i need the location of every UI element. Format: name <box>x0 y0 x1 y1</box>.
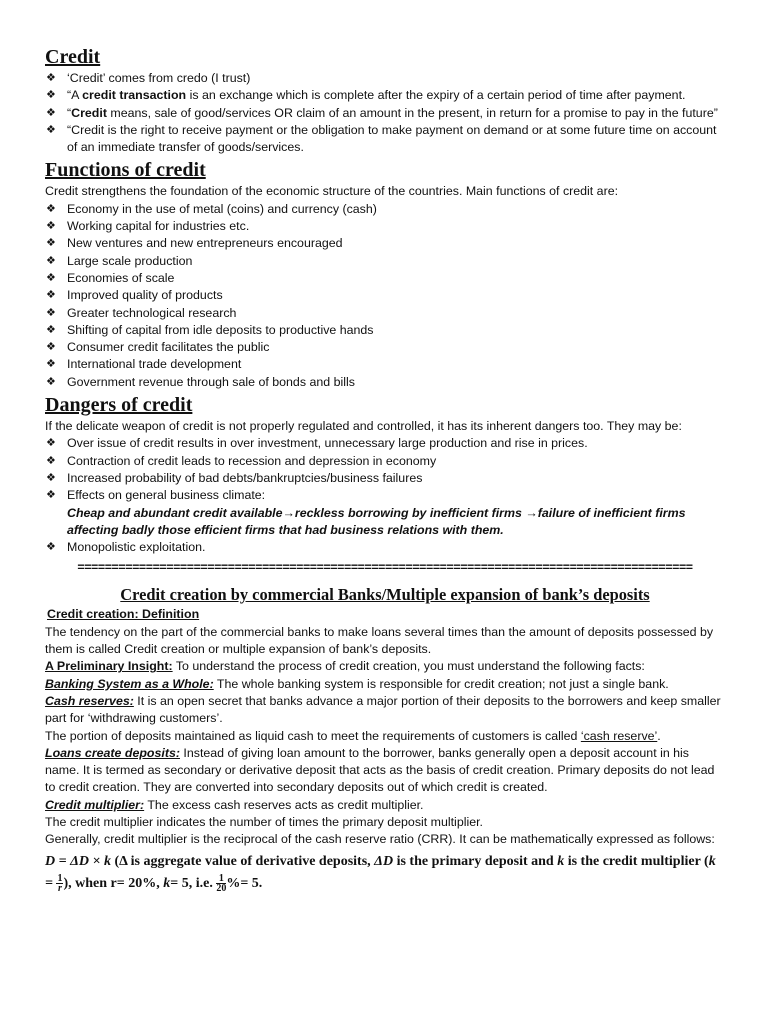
list-item-text: International trade development <box>67 357 242 372</box>
fraction-denominator: r <box>58 882 62 894</box>
fraction-numerator: 1 <box>216 874 226 884</box>
diamond-bullet-icon: ❖ <box>46 289 56 302</box>
list-item <box>45 356 725 373</box>
list-item <box>45 87 725 104</box>
formula-part: is the credit multiplier ( <box>564 853 709 869</box>
effects-detail: Cheap and abundant credit available→reckless borrowing by inefficient firms →failure of inefficient firms affecting badly those efficient firms that had business relations with them. <box>67 505 686 537</box>
insight-label: A Preliminary Insight: <box>45 659 173 674</box>
list-item-text: “A <box>67 88 83 103</box>
diamond-bullet-icon: ❖ <box>46 375 56 388</box>
insight-text: To understand the process of credit creation, you must understand the following facts: <box>172 659 645 674</box>
list-item <box>45 122 725 157</box>
list-item <box>45 201 725 218</box>
diamond-bullet-icon: ❖ <box>46 202 56 215</box>
list-item-text: “Credit is the right to receive payment or the obligation to make payment on demand or at some future time on account of an immediate transfer of goods/services. <box>67 122 717 155</box>
multiplier-line-3: Generally, credit multiplier is the reciprocal of the cash reserve ratio (CRR). It can be mathematically expressed as follows: <box>45 832 715 847</box>
portion-end: . <box>657 728 661 743</box>
fraction-denominator: 20 <box>216 882 227 894</box>
formula-main: D = ΔD × k <box>45 853 111 869</box>
list-item-text: Consumer credit facilitates the public <box>67 340 270 355</box>
list-item <box>45 453 725 470</box>
list-item <box>45 374 725 391</box>
list-item-text: Shifting of capital from idle deposits to productive hands <box>67 322 374 337</box>
formula-part: (Δ is aggregate value of derivative deposits, <box>110 853 375 869</box>
dangers-intro: If the delicate weapon of credit is not properly regulated and controlled, it has its inherent dangers too. They may be: <box>45 419 682 434</box>
diamond-bullet-icon: ❖ <box>46 123 56 136</box>
formula-part: = 5, i.e. <box>170 875 217 891</box>
formula-part: k <box>163 875 171 891</box>
diamond-bullet-icon: ❖ <box>46 358 56 371</box>
list-item-text: is an exchange which is complete after the expiry of a certain period of time after payment. <box>186 88 686 103</box>
list-item-text: Working capital for industries etc. <box>67 219 250 234</box>
diamond-bullet-icon: ❖ <box>46 471 56 484</box>
list-item-text: means, sale of good/services OR claim of an amount in the present, in return for a promise to pay in the future” <box>106 105 718 120</box>
list-item-text: New ventures and new entrepreneurs encouraged <box>67 236 343 251</box>
list-item <box>45 235 725 252</box>
list-item <box>45 70 725 87</box>
definition-label: Credit creation: Definition <box>47 607 200 622</box>
list-item-text: ‘Credit’ comes from credo (I trust) <box>67 71 251 85</box>
diamond-bullet-icon: ❖ <box>46 220 56 233</box>
formula-part: ΔD <box>374 853 394 869</box>
list-item-text: Government revenue through sale of bonds and bills <box>67 374 355 389</box>
document-page <box>45 44 725 895</box>
banking-label: Banking System as a Whole: <box>45 676 214 691</box>
list-item-text: Increased probability of bad debts/bankruptcies/business failures <box>67 470 423 485</box>
reserves-label: Cash reserves: <box>45 693 134 708</box>
diamond-bullet-icon: ❖ <box>46 237 56 250</box>
formula-part: ), when r= 20%, <box>63 875 164 891</box>
list-item-text: credit transaction <box>82 88 187 103</box>
banking-paragraph <box>45 676 725 693</box>
formula <box>45 851 725 895</box>
diamond-bullet-icon: ❖ <box>46 72 56 84</box>
list-item <box>45 487 725 504</box>
list-item-text: Improved quality of products <box>67 288 223 303</box>
list-item <box>45 339 725 356</box>
definition-text: The tendency on the part of the commercial banks to make loans several times than the amount of deposits possessed by them is called Credit creation or multiple expansion of bank’s deposits. <box>45 624 714 657</box>
list-item-text: Credit <box>71 105 107 120</box>
reserves-paragraph <box>45 693 725 728</box>
diamond-bullet-icon: ❖ <box>46 437 56 450</box>
insight-paragraph <box>45 658 725 675</box>
list-item-text: Greater technological research <box>67 305 237 320</box>
diamond-bullet-icon: ❖ <box>46 541 56 554</box>
reserves-text: It is an open secret that banks advance a major portion of their deposits to the borrowers and keep smaller part for ‘withdrawing customers’. <box>45 693 721 726</box>
diamond-bullet-icon: ❖ <box>46 254 56 267</box>
multiplier-line-2: The credit multiplier indicates the number of times the primary deposit multiplier. <box>45 814 483 829</box>
list-item-text: Contraction of credit leads to recession and depression in economy <box>67 453 437 468</box>
list-item <box>45 305 725 322</box>
credit-heading: Credit <box>45 46 101 68</box>
list-item <box>45 539 725 556</box>
multiplier-paragraph <box>45 797 725 814</box>
separator-line: ========================================================================================== <box>77 560 693 575</box>
list-item <box>45 287 725 304</box>
loans-text: Instead of giving loan amount to the borrower, banks generally open a deposit account in his name. It is termed as secondary or derivative deposit that acts as the basis of credit creation. Primary deposits do not lead to credit creation. They are converted into secondary deposits out of which credit is created. <box>45 745 715 795</box>
list-item-text: Economies of scale <box>67 270 175 285</box>
functions-heading: Functions of credit <box>45 159 206 182</box>
credit-creation-heading: Credit creation by commercial Banks/Multiple expansion of bank’s deposits <box>120 585 650 605</box>
loans-label: Loans create deposits: <box>45 745 180 760</box>
fraction-numerator: 1 <box>57 872 63 884</box>
credit-list <box>45 70 725 156</box>
list-item <box>45 218 725 235</box>
fraction-one-over-twenty <box>216 874 226 893</box>
list-item-text: Effects on general business climate: <box>67 488 266 503</box>
diamond-bullet-icon: ❖ <box>46 306 56 319</box>
multiplier-label: Credit multiplier: <box>45 797 145 812</box>
loans-paragraph <box>45 745 725 797</box>
functions-intro: Credit strengthens the foundation of the economic structure of the countries. Main functions of credit are: <box>45 184 619 199</box>
list-item <box>45 470 725 487</box>
formula-part: k = <box>45 853 716 891</box>
list-item <box>45 322 725 339</box>
diamond-bullet-icon: ❖ <box>46 89 56 102</box>
multiplier-text: The excess cash reserves acts as credit multiplier. <box>144 797 424 812</box>
list-item-text: Economy in the use of metal (coins) and currency (cash) <box>67 201 377 216</box>
formula-part: k <box>557 853 565 869</box>
list-item <box>45 270 725 287</box>
formula-part: is the primary deposit and <box>393 853 558 869</box>
cash-reserve-term: ‘cash reserve’ <box>580 728 658 743</box>
list-item <box>45 105 725 122</box>
portion-paragraph <box>45 728 725 745</box>
dangers-list <box>45 435 725 504</box>
portion-text: The portion of deposits maintained as liquid cash to meet the requirements of customers is called <box>45 728 581 743</box>
list-item-text: Large scale production <box>67 253 193 268</box>
dangers-heading: Dangers of credit <box>45 394 193 417</box>
list-item-text: “ <box>67 105 72 120</box>
diamond-bullet-icon: ❖ <box>46 341 56 354</box>
dangers-last-list <box>45 539 725 556</box>
diamond-bullet-icon: ❖ <box>46 489 56 502</box>
diamond-bullet-icon: ❖ <box>46 271 56 284</box>
list-item-text: Over issue of credit results in over investment, unnecessary large production and rise in prices. <box>67 436 588 451</box>
functions-list <box>45 201 725 391</box>
list-item <box>45 253 725 270</box>
diamond-bullet-icon: ❖ <box>46 454 56 467</box>
formula-part: %= 5. <box>226 875 263 891</box>
banking-text: The whole banking system is responsible for credit creation; not just a single bank. <box>213 676 669 691</box>
list-item-text: Monopolistic exploitation. <box>67 540 206 555</box>
list-item <box>45 435 725 452</box>
diamond-bullet-icon: ❖ <box>46 106 56 119</box>
diamond-bullet-icon: ❖ <box>46 323 56 336</box>
